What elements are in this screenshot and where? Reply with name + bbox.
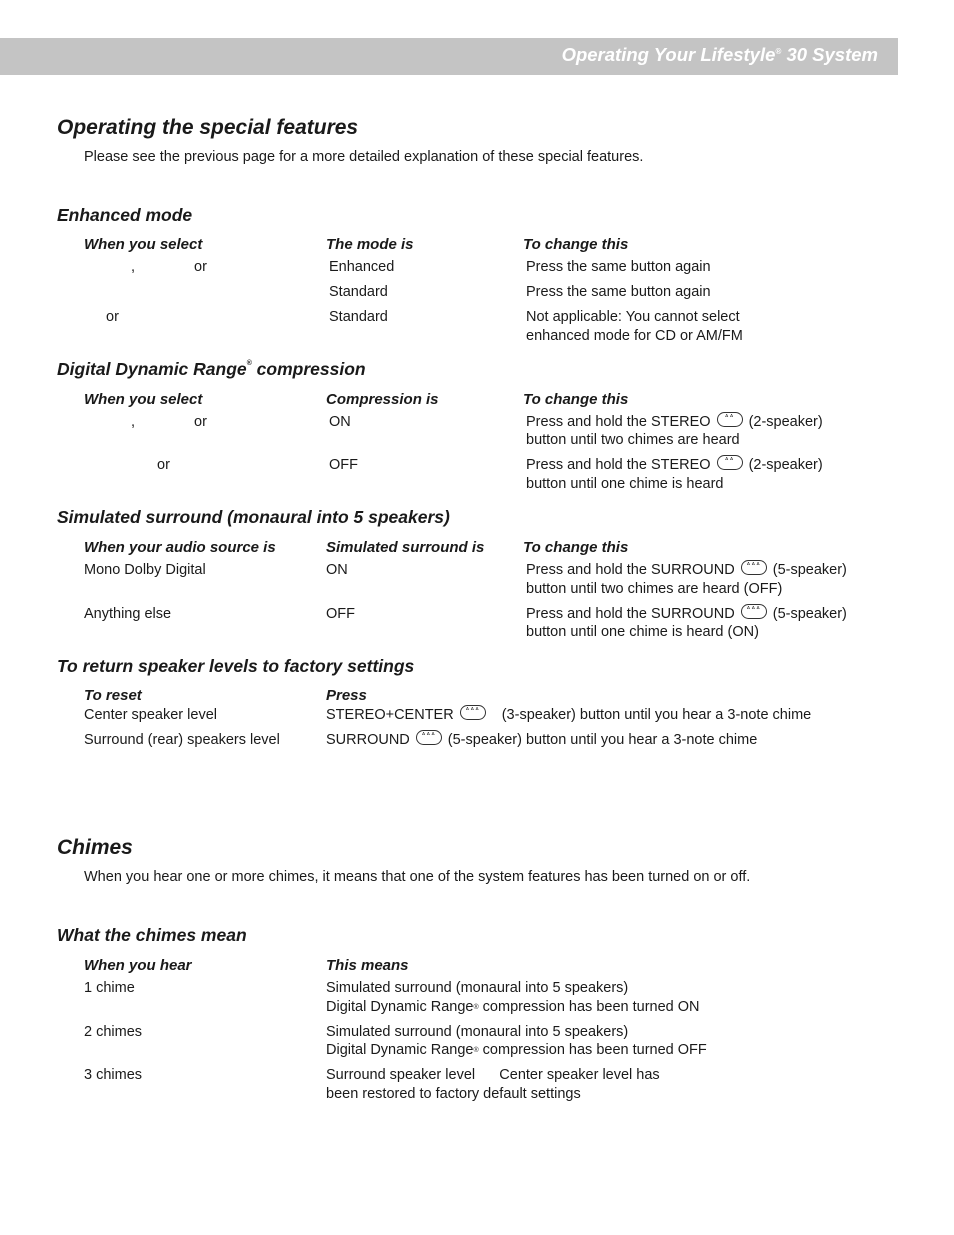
- surround-row1-change-line1: [526, 561, 847, 580]
- meaning-row1-hear: 1 chime: [84, 980, 135, 996]
- enhanced-row2-mode: Standard: [329, 284, 388, 300]
- enhanced-row3-change-line1: Not applicable: You cannot select: [526, 309, 740, 325]
- ddr-row1-value: ON: [329, 414, 351, 430]
- ddr-row2-change-line2: button until one chime is heard: [526, 476, 724, 492]
- surround-row2-change-line1: [526, 605, 847, 624]
- meaning-row2-line2: [326, 1041, 707, 1060]
- enhanced-row2-change: Press the same button again: [526, 284, 711, 300]
- reset-row1-action: [326, 706, 811, 725]
- meaning-row2-line2-post: compression has been turned OFF: [478, 1042, 707, 1058]
- surround-row2-source: Anything else: [84, 606, 172, 622]
- stereo-button-icon: ᐞᐞ: [717, 412, 743, 427]
- header-title-main: Operating Your Lifestyle: [561, 44, 776, 65]
- meaning-row2-reg: ®: [473, 1047, 479, 1054]
- header-bar: [0, 38, 898, 75]
- enhanced-row1-comma: ,: [131, 259, 136, 275]
- ddr-heading-main: Digital Dynamic Range: [57, 359, 247, 379]
- center-button-icon: ᐞᐞᐞ: [460, 705, 486, 720]
- meaning-col-means: This means: [326, 957, 409, 974]
- surround-row2-change-line2: button until one chime is heard (ON): [526, 624, 759, 640]
- ddr-row2-change-pre: Press and hold the STEREO: [526, 457, 711, 473]
- chimes-heading: Chimes: [57, 836, 133, 859]
- ddr-col-change: To change this: [523, 391, 629, 408]
- meaning-row1-line2-post: compression has been turned ON: [478, 999, 700, 1015]
- surround-col-change: To change this: [523, 539, 629, 556]
- stereo-button-icon: ᐞᐞ: [717, 455, 743, 470]
- reset-row1-action-pre: STEREO+CENTER: [326, 707, 454, 723]
- surround-button-icon: ᐞᐞᐞ: [741, 560, 767, 575]
- ddr-row1-change-line1: [526, 413, 823, 432]
- ddr-col-compression: Compression is: [326, 391, 439, 408]
- meaning-row2-hear: 2 chimes: [84, 1024, 143, 1040]
- reset-row2-target: Surround (rear) speakers level: [84, 732, 280, 748]
- ddr-heading: [57, 359, 366, 380]
- ddr-row1-change-post: (2-speaker): [748, 414, 823, 430]
- meaning-row3-line2: been restored to factory default settings: [326, 1086, 581, 1102]
- surround-row1-change-post: (5-speaker): [772, 562, 847, 578]
- meaning-row3-line1: Surround speaker level Center speaker level has: [326, 1067, 660, 1083]
- meaning-col-hear: When you hear: [84, 957, 192, 974]
- ddr-heading-tail: compression: [251, 359, 366, 379]
- surround-col-source: When your audio source is: [84, 539, 276, 556]
- reset-row2-action-pre: SURROUND: [326, 732, 410, 748]
- enhanced-col-mode: The mode is: [326, 236, 414, 253]
- enhanced-row1-change: Press the same button again: [526, 259, 711, 275]
- enhanced-row3-change-line2: enhanced mode for CD or AM/FM: [526, 328, 743, 344]
- chimes-intro: When you hear one or more chimes, it means that one of the system features has been turned on or off.: [84, 869, 751, 885]
- meaning-row1-reg: ®: [473, 1004, 479, 1011]
- special-features-heading: Operating the special features: [57, 116, 359, 139]
- enhanced-row3-or: or: [106, 309, 119, 325]
- surround-row1-change-pre: Press and hold the SURROUND: [526, 562, 735, 578]
- meaning-row1-line2-pre: Digital Dynamic Range: [326, 999, 474, 1015]
- meaning-row1-line1: Simulated surround (monaural into 5 speakers): [326, 980, 629, 996]
- enhanced-col-change: To change this: [523, 236, 629, 253]
- reset-row2-action: [326, 731, 757, 750]
- reset-heading: To return speaker levels to factory settings: [57, 656, 415, 676]
- ddr-row2-change-line1: [526, 456, 823, 475]
- enhanced-row3-mode: Standard: [329, 309, 388, 325]
- header-reg-mark: ®: [775, 47, 782, 56]
- enhanced-col-select: When you select: [84, 236, 203, 253]
- meaning-row3-hear: 3 chimes: [84, 1067, 143, 1083]
- page-header-title: [562, 44, 878, 66]
- ddr-row2-or: or: [157, 457, 170, 473]
- surround-row2-value: OFF: [326, 606, 355, 622]
- reset-row2-action-post: (5-speaker) button until you hear a 3-note chime: [447, 732, 758, 748]
- surround-row1-source: Mono Dolby Digital: [84, 562, 206, 578]
- ddr-reg-mark: ®: [246, 360, 252, 367]
- surround-row2-change-pre: Press and hold the SURROUND: [526, 606, 735, 622]
- surround-row1-change-line2: button until two chimes are heard (OFF): [526, 581, 783, 597]
- chimes-meaning-heading: What the chimes mean: [57, 925, 247, 945]
- surround-col-simulated: Simulated surround is: [326, 539, 485, 556]
- surround-button-icon: ᐞᐞᐞ: [416, 730, 442, 745]
- ddr-row1-or: or: [194, 414, 207, 430]
- meaning-row1-line2: [326, 998, 700, 1017]
- ddr-row2-change-post: (2-speaker): [748, 457, 823, 473]
- surround-row2-change-post: (5-speaker): [772, 606, 847, 622]
- ddr-row1-comma: ,: [131, 414, 136, 430]
- meaning-row2-line1: Simulated surround (monaural into 5 speakers): [326, 1024, 629, 1040]
- surround-button-icon: ᐞᐞᐞ: [741, 604, 767, 619]
- enhanced-row1-or: or: [194, 259, 207, 275]
- reset-row1-action-post: (3-speaker) button until you hear a 3-note chime: [501, 707, 812, 723]
- meaning-row2-line2-pre: Digital Dynamic Range: [326, 1042, 474, 1058]
- surround-row1-value: ON: [326, 562, 348, 578]
- ddr-row1-change-pre: Press and hold the STEREO: [526, 414, 711, 430]
- reset-col-press: Press: [326, 687, 367, 704]
- reset-row1-target: Center speaker level: [84, 707, 217, 723]
- special-features-intro: Please see the previous page for a more detailed explanation of these special features.: [84, 149, 644, 165]
- ddr-row1-change-line2: button until two chimes are heard: [526, 432, 740, 448]
- header-title-tail: 30 System: [781, 44, 878, 65]
- reset-col-reset: To reset: [84, 687, 142, 704]
- ddr-col-select: When you select: [84, 391, 203, 408]
- enhanced-row1-mode: Enhanced: [329, 259, 395, 275]
- ddr-row2-value: OFF: [329, 457, 358, 473]
- enhanced-mode-heading: Enhanced mode: [57, 205, 193, 225]
- surround-heading: Simulated surround (monaural into 5 speakers): [57, 507, 450, 527]
